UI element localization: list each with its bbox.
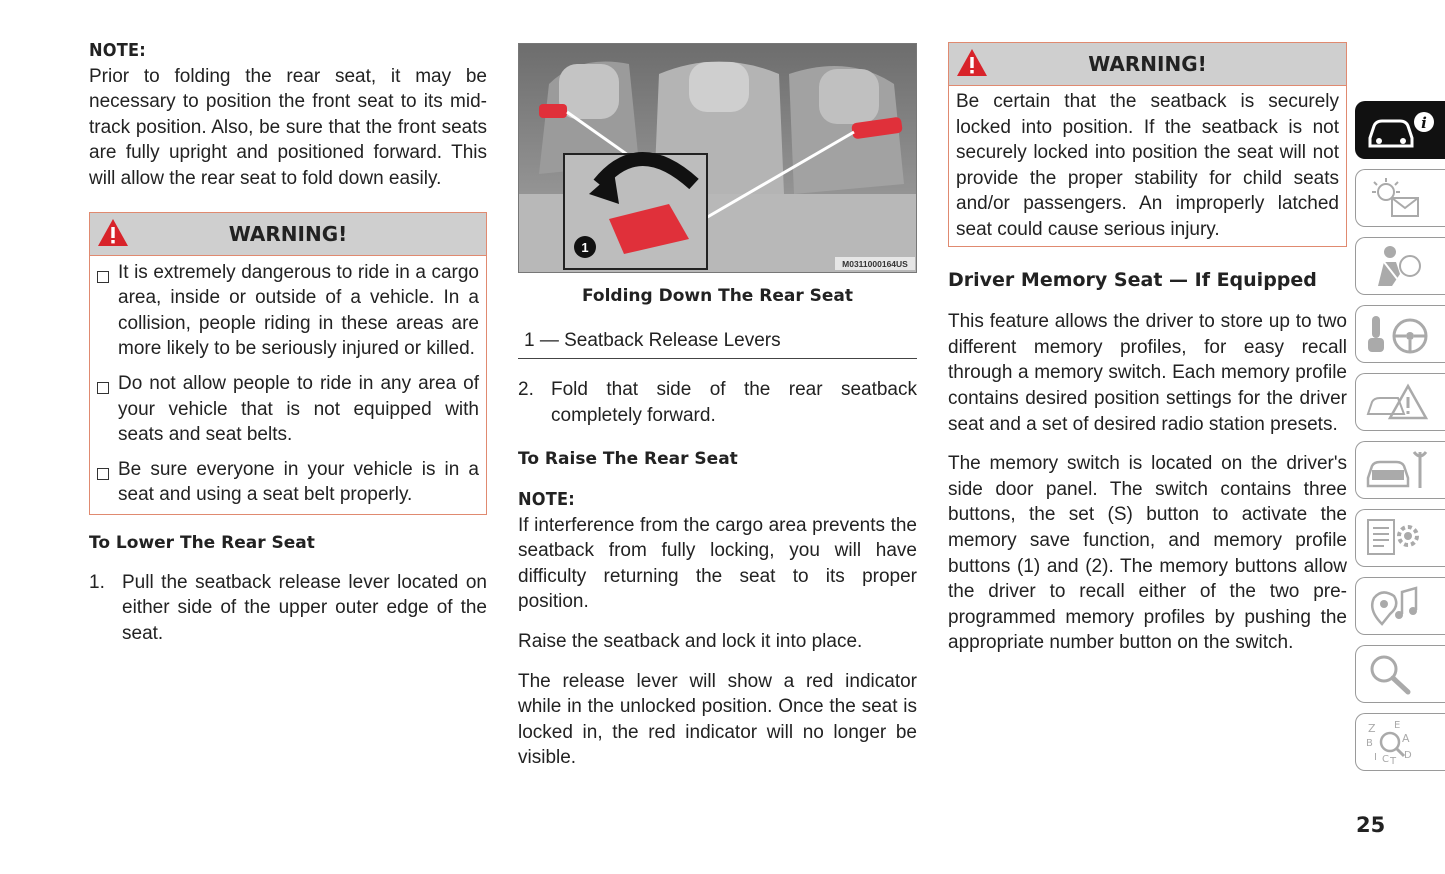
lower-seat-heading: To Lower The Rear Seat: [89, 532, 315, 553]
warning-lights-message-icon: [1364, 176, 1438, 220]
figure-caption: Folding Down The Rear Seat: [581, 286, 854, 306]
airbag-seatbelt-icon: [1364, 244, 1438, 288]
warning-title: WARNING!: [1088, 52, 1207, 76]
warning-item: [97, 457, 479, 508]
step-text: Pull the seatback release lever located on either side of the upper outer edge of the seat.: [122, 571, 487, 644]
rear-seat-figure: [518, 43, 917, 273]
tab-car-info[interactable]: [1355, 101, 1445, 159]
step-text: Fold that side of the rear seatback completely forward.: [551, 379, 917, 426]
tab-search[interactable]: [1355, 645, 1445, 703]
release-lever-left: [539, 104, 567, 118]
memory-seat-heading: Driver Memory Seat — If Equipped: [948, 268, 1317, 291]
warning-box: [89, 212, 487, 515]
index-az-icon: [1364, 720, 1438, 764]
figure-callout: 1: [581, 240, 589, 255]
tab-specifications[interactable]: [1355, 509, 1445, 567]
note-text-2: If interference from the cargo area prevents the seatback from fully locking, you will have difficulty returning the seat to its proper position.: [518, 514, 917, 613]
warning-item-text: It is extremely dangerous to ride in a cargo area, inside or outside of a vehicle. In a collision, people riding in these areas are more likely to be seriously injured or killed.: [118, 261, 479, 360]
step-2: [518, 377, 917, 428]
warning-text: Be certain that the seatback is securely locked into position. If the seatback is not securely locked into position the seat will not provide the proper stability for child seats and/or passengers. An improperly latched seat could cause serious injury.: [956, 91, 1339, 240]
figure-legend: 1 — Seatback Release Levers: [518, 310, 917, 360]
warning-item-text: Do not allow people to ride in any area of your vehicle that is not equipped with seats and seat belts.: [118, 372, 479, 446]
raise-para-2: The release lever will show a red indicator while in the unlocked position. Once the seat is locked in, the red indicator will no longer be visible.: [518, 670, 917, 769]
svg-text:i: i: [1421, 114, 1427, 132]
page-number: 25: [1356, 813, 1386, 837]
warning-item-text: Be sure everyone in your vehicle is in a seat and using a seat belt properly.: [118, 458, 479, 506]
car-maintenance-icon: [1364, 448, 1438, 492]
bullet-square-icon: [97, 468, 109, 480]
step-1: [89, 570, 487, 647]
warning-header: [90, 213, 486, 256]
roadside-emergency-icon: [1364, 380, 1438, 424]
tab-warning-lights[interactable]: [1355, 169, 1445, 227]
tab-index[interactable]: [1355, 713, 1445, 771]
column-3: [948, 42, 1347, 656]
svg-text:E: E: [1394, 720, 1401, 731]
search-icon: [1364, 652, 1438, 696]
svg-text:D: D: [1404, 750, 1412, 761]
note-text: Prior to folding the rear seat, it may be necessary to position the front seat to its mid-track position. Also, be sure that the front seats are fully upright and positioned forward. This will allow the rear seat to fold down easily.: [89, 65, 487, 189]
multimedia-icon: [1364, 584, 1438, 628]
warning-header: [949, 43, 1346, 86]
svg-text:I: I: [1374, 752, 1377, 763]
memory-para-2: The memory switch is located on the driver's side door panel. The switch contains three buttons, the set (S) button to activate the memory save function, and memory profile buttons (1) and (2). The memory buttons allow the driver to recall either of the two pre-programmed memory profiles by pushing the appropriate number button on the switch.: [948, 453, 1347, 654]
bullet-square-icon: [97, 382, 109, 394]
memory-para-1: This feature allows the driver to store up to two different memory profiles, for easy recall through a memory switch. Each memory profile contains desired position settings for the driver seat and a set of desired radio station presets.: [948, 311, 1347, 435]
svg-text:B: B: [1366, 738, 1373, 749]
column-1: [89, 38, 487, 646]
warning-body: [949, 86, 1346, 246]
svg-text:C: C: [1382, 754, 1389, 764]
car-info-icon: [1364, 108, 1438, 152]
tab-multimedia[interactable]: [1355, 577, 1445, 635]
warning-box-2: [948, 42, 1347, 247]
figure-code: M0311000164US: [842, 259, 908, 269]
bullet-square-icon: [97, 271, 109, 283]
svg-text:Z: Z: [1368, 722, 1376, 735]
raise-seat-heading: To Raise The Rear Seat: [518, 449, 738, 470]
chapter-tabs: [1355, 101, 1445, 781]
warning-item: [97, 371, 479, 448]
svg-text:A: A: [1402, 732, 1410, 745]
svg-text:T: T: [1390, 756, 1397, 764]
step-number: 1.: [89, 571, 105, 593]
warning-item: [97, 260, 479, 362]
tab-starting-operating[interactable]: [1355, 305, 1445, 363]
column-2: [518, 43, 917, 771]
specifications-gear-icon: [1364, 516, 1438, 560]
warning-title: WARNING!: [228, 221, 348, 246]
raise-para-1: Raise the seatback and lock it into place.: [518, 630, 863, 652]
tab-emergency[interactable]: [1355, 373, 1445, 431]
step-number: 2.: [518, 379, 534, 401]
tab-servicing[interactable]: [1355, 441, 1445, 499]
warning-body: [90, 256, 486, 514]
rear-seat-illustration: [519, 44, 917, 273]
note-heading-2: NOTE:: [518, 488, 575, 510]
note-heading: NOTE:: [89, 40, 146, 61]
tab-safety[interactable]: [1355, 237, 1445, 295]
steering-wheel-key-icon: [1364, 312, 1438, 356]
